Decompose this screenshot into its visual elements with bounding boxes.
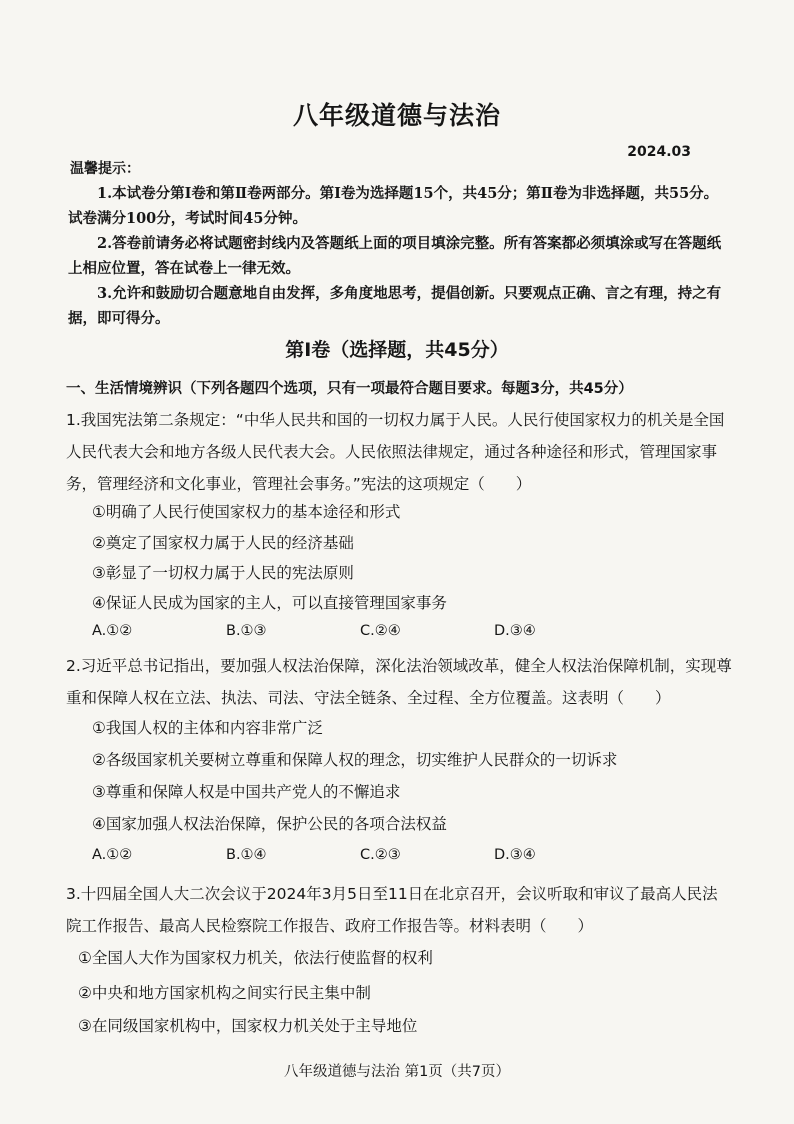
exam-title: 八年级道德与法治: [292, 101, 501, 130]
question-2-option-3: ③尊重和保障人权是中国共产党人的不懈追求: [92, 783, 401, 801]
question-1-choice-c: C.②④: [360, 623, 401, 639]
question-2-choice-b: B.①④: [226, 847, 267, 863]
part-heading: 一、生活情境辨识（下列各题四个选项，只有一项最符合题目要求。每题3分，共45分）: [66, 381, 633, 397]
tip-item-1: 1.本试卷分第Ⅰ卷和第Ⅱ卷两部分。第Ⅰ卷为选择题15个，共45分；第Ⅱ卷为非选择题，共55分。试卷满分100分，考试时间45分钟。: [68, 185, 719, 227]
page-footer: 八年级道德与法治 第1页（共7页）: [283, 1064, 511, 1080]
question-1-stem: 1.我国宪法第二条规定：“中华人民共和国的一切权力属于人民。人民行使国家权力的机关是全国人民代表大会和地方各级人民代表大会。人民依照法律规定，通过各种途径和形式，管理国家事务，管理经济和文化事业，管理社会事务。”宪法的这项规定（ ）: [66, 411, 725, 493]
question-1-option-1: ①明确了人民行使国家权力的基本途径和形式: [92, 503, 401, 521]
question-2-option-2: ②各级国家机关要树立尊重和保障人权的理念，切实维护人民群众的一切诉求: [92, 751, 618, 769]
question-1-option-4: ④保证人民成为国家的主人，可以直接管理国家事务: [92, 594, 447, 612]
tip-item-3: 3.允许和鼓励切合题意地自由发挥，多角度地思考，提倡创新。只要观点正确、言之有理，持之有据，即可得分。: [68, 285, 722, 327]
tip-item-2: 2.答卷前请务必将试题密封线内及答题纸上面的项目填涂完整。所有答案都必须填涂或写在答题纸上相应位置，答在试卷上一律无效。: [68, 235, 722, 277]
section-title: 第Ⅰ卷（选择题，共45分）: [285, 339, 509, 361]
exam-date: 2024.03: [627, 144, 691, 160]
question-1-choice-b: B.①③: [226, 623, 267, 639]
question-2-choice-d: D.③④: [494, 847, 536, 863]
question-2-choice-c: C.②③: [360, 847, 401, 863]
question-1-option-2: ②奠定了国家权力属于人民的经济基础: [92, 534, 354, 552]
question-2-stem: 2.习近平总书记指出，要加强人权法治保障，深化法治领域改革，健全人权法治保障机制，实现尊重和保障人权在立法、执法、司法、守法全链条、全过程、全方位覆盖。这表明（ ）: [66, 657, 732, 707]
question-3-option-3: ③在同级国家机构中，国家权力机关处于主导地位: [78, 1017, 418, 1035]
question-2-choice-a: A.①②: [92, 847, 133, 863]
question-3-option-2: ②中央和地方国家机构之间实行民主集中制: [78, 984, 371, 1002]
question-3-option-1: ①全国人大作为国家权力机关，依法行使监督的权利: [78, 949, 433, 967]
question-3-stem: 3.十四届全国人大二次会议于2024年3月5日至11日在北京召开，会议听取和审议了最高人民法院工作报告、最高人民检察院工作报告、政府工作报告等。材料表明（ ）: [66, 885, 718, 935]
question-1-choice-a: A.①②: [92, 623, 133, 639]
question-2-option-4: ④国家加强人权法治保障，保护公民的各项合法权益: [92, 815, 447, 833]
tips-heading: 温馨提示：: [70, 161, 140, 177]
question-1-option-3: ③彰显了一切权力属于人民的宪法原则: [92, 564, 354, 582]
question-2-option-1: ①我国人权的主体和内容非常广泛: [92, 719, 323, 737]
question-1-choice-d: D.③④: [494, 623, 536, 639]
